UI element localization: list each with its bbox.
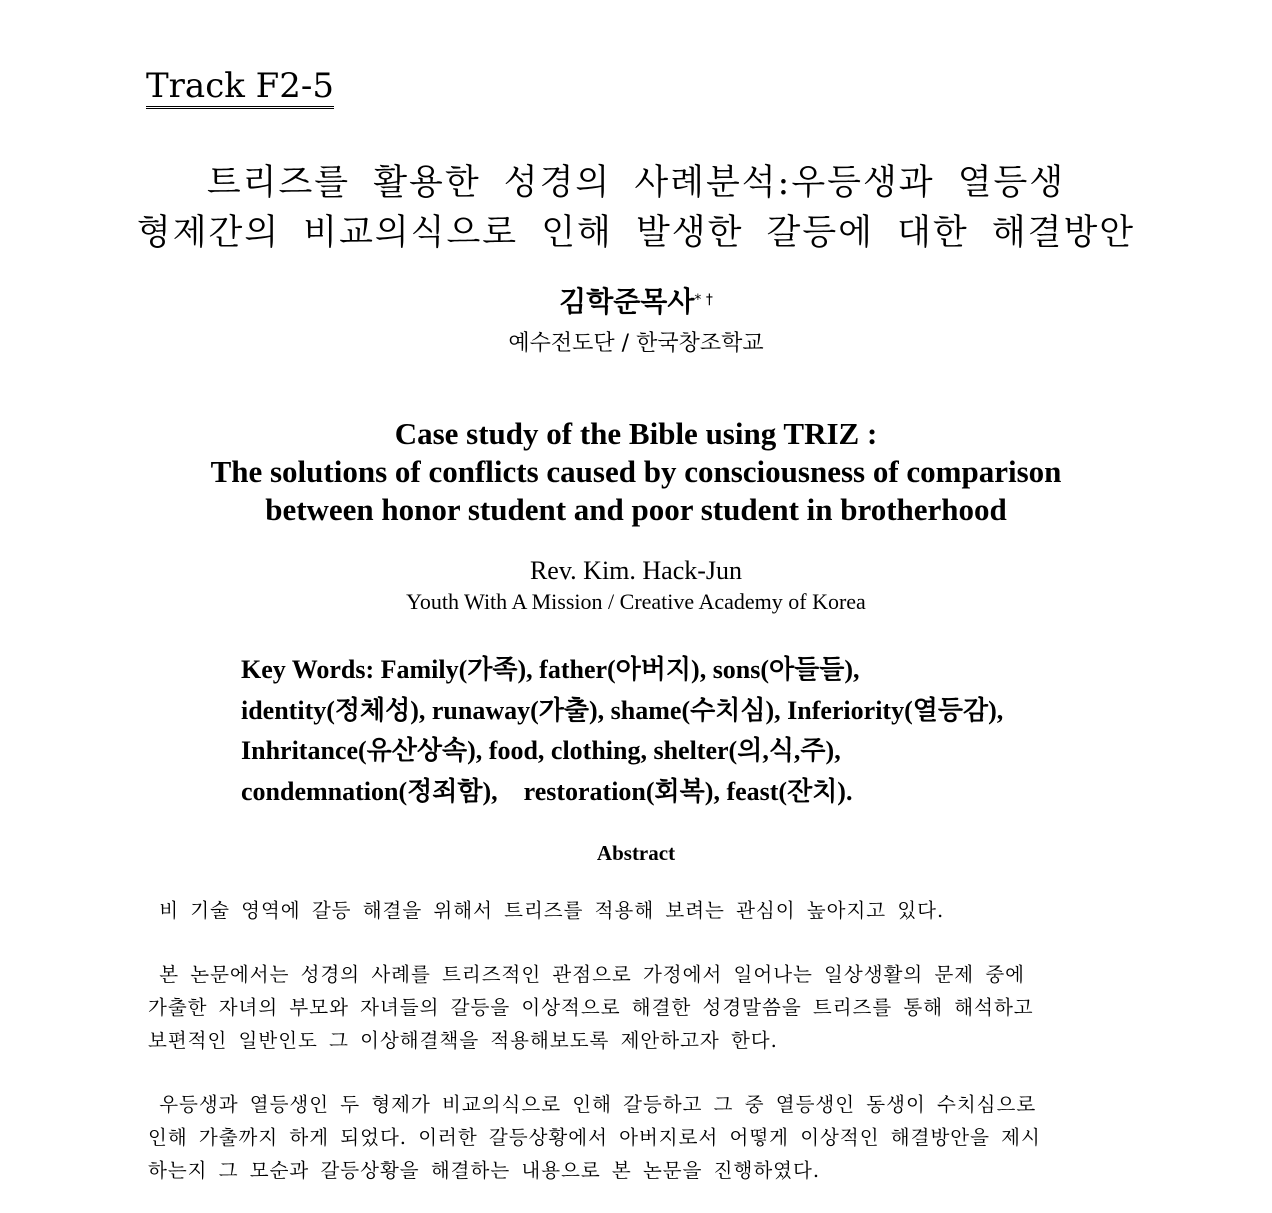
english-title-line-3: between honor student and poor student in brotherhood xyxy=(265,492,1007,527)
keywords xyxy=(241,650,1003,812)
english-affiliation: Youth With A Mission / Creative Academy of Korea xyxy=(406,589,866,614)
keywords-line-2: identity(정체성), runaway(가출), shame(수치심), Inferiority(열등감), xyxy=(241,695,1004,725)
abstract-p3-line-3: 하는지 그 모순과 갈등상황을 해결하는 내용으로 본 논문을 진행하였다. xyxy=(148,1159,821,1182)
abstract-heading: Abstract xyxy=(596,841,676,865)
author-footnote-marks: * † xyxy=(694,292,713,308)
korean-author xyxy=(0,284,1272,320)
abstract-paragraph-2 xyxy=(148,958,1128,1057)
keywords-line-4: condemnation(정죄함), restoration(회복), feast(잔치). xyxy=(241,776,853,806)
korean-author-name: 김학준목사 xyxy=(559,285,695,318)
korean-title-line-1: 트리즈를 활용한 성경의 사례분석:우등생과 열등생 xyxy=(206,163,1066,203)
abstract-p2-line-1: 본 논문에서는 성경의 사례를 트리즈적인 관점으로 가정에서 일어나는 일상생활의 문제 중에 xyxy=(148,963,1025,986)
keywords-line-1: Key Words: Family(가족), father(아버지), sons(아들들), xyxy=(241,655,860,684)
abstract-p3-line-2: 인해 가출까지 하게 되었다. 이러한 갈등상황에서 아버지로서 어떻게 이상적인 해결방안을 제시 xyxy=(148,1126,1041,1149)
english-title-line-2: The solutions of conflicts caused by consciousness of comparison xyxy=(210,454,1062,489)
korean-affiliation: 예수전도단 / 한국창조학교 xyxy=(508,331,764,356)
abstract-p3-line-1: 우등생과 열등생인 두 형제가 비교의식으로 인해 갈등하고 그 중 열등생인 동생이 수치심으로 xyxy=(148,1093,1037,1116)
abstract-paragraph-3 xyxy=(148,1088,1128,1187)
track-label: Track F2-5 xyxy=(146,66,334,109)
abstract-p2-line-2: 가출한 자녀의 부모와 자녀들의 갈등을 이상적으로 해결한 성경말씀을 트리즈를 통해 해석하고 xyxy=(148,996,1034,1019)
abstract-p1-line-1: 비 기술 영역에 갈등 해결을 위해서 트리즈를 적용해 보려는 관심이 높아지고 있다. xyxy=(148,899,945,922)
abstract-paragraph-1 xyxy=(148,894,1128,927)
korean-title xyxy=(0,158,1272,258)
keywords-line-3: Inhritance(유산상속), food, clothing, shelter(의,식,주), xyxy=(241,736,841,765)
english-title xyxy=(0,415,1272,529)
korean-title-line-2: 형제간의 비교의식으로 인해 발생한 갈등에 대한 해결방안 xyxy=(136,213,1136,253)
english-title-line-1: Case study of the Bible using TRIZ : xyxy=(394,416,878,451)
english-author: Rev. Kim. Hack-Jun xyxy=(529,556,743,585)
abstract-p2-line-3: 보편적인 일반인도 그 이상해결책을 적용해보도록 제안하고자 한다. xyxy=(148,1029,778,1052)
